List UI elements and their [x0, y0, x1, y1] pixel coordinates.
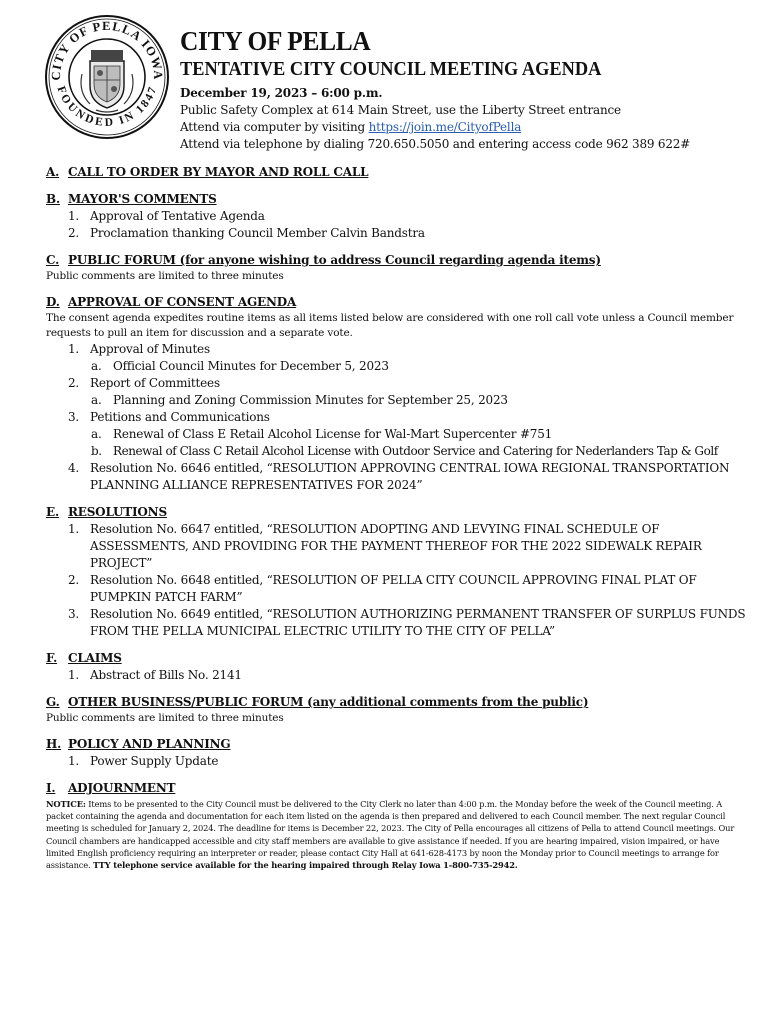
item-text: Resolution No. 6648 entitled, “RESOLUTION OF PELLA CITY COUNCIL APPROVING FINAL PLAT OF PUMPKIN PATCH FARM”: [90, 573, 697, 604]
item-number: 3.: [68, 607, 80, 621]
section-title: CALL TO ORDER BY MAYOR AND ROLL CALL: [68, 165, 369, 179]
list-item: [46, 606, 746, 640]
meeting-date: December 19, 2023 – 6:00 p.m.: [180, 86, 383, 100]
section-note: Public comments are limited to three minutes: [46, 270, 284, 282]
item-text: Resolution No. 6647 entitled, “RESOLUTION ADOPTING AND LEVYING FINAL SCHEDULE OF ASSESSMENTS, AND PROVIDING FOR THE PAYMENT THEREOF FOR THE 2022 SIDEWALK REPAIR PROJECT”: [90, 522, 702, 570]
item-number: 4.: [68, 461, 80, 475]
notice-label: NOTICE:: [46, 799, 86, 809]
sub-item: [46, 392, 746, 409]
agenda-body: [46, 164, 746, 881]
item-text: Resolution No. 6646 entitled, “RESOLUTION APPROVING CENTRAL IOWA REGIONAL TRANSPORTATION PLANNING ALLIANCE REPRESENTATIVES FOR 2024”: [90, 461, 730, 492]
sub-item: [46, 443, 746, 460]
section-title: APPROVAL OF CONSENT AGENDA: [68, 295, 297, 309]
seal-ring-bottom-text: FOUNDED IN 1847: [54, 84, 160, 130]
computer-attendance: [180, 119, 755, 136]
section-b: [46, 191, 746, 242]
section-note: Public comments are limited to three minutes: [46, 712, 284, 724]
list-item: [46, 753, 746, 770]
section-f: [46, 650, 746, 684]
sub-item-letter: a.: [91, 359, 102, 373]
agenda-header: [180, 26, 755, 153]
section-c: [46, 252, 746, 284]
item-number: 1.: [68, 668, 80, 682]
item-number: 1.: [68, 342, 80, 356]
city-name-title: CITY OF PELLA: [180, 26, 371, 56]
list-item: [46, 375, 746, 392]
section-title: ADJOURNMENT: [68, 781, 176, 795]
tty-service-text: TTY telephone service available for the hearing impaired through Relay Iowa 1-800-735-2942.: [93, 860, 518, 871]
list-item: [46, 225, 746, 242]
item-text: Proclamation thanking Council Member Calvin Bandstra: [90, 226, 425, 240]
section-g: [46, 694, 746, 726]
list-item: [46, 667, 746, 684]
section-letter: C.: [46, 253, 60, 267]
sub-item-letter: a.: [91, 427, 102, 441]
sub-item-letter: a.: [91, 393, 102, 407]
notice-text: Items to be presented to the City Council must be delivered to the City Clerk no later than 4:00 p.m. the Monday before the week of the Council meeting. A packet containing the agenda and documentation for each item listed on the agenda is then prepared and delivered to each Council member. The next regular Council meeting is scheduled for January 2, 2024. The deadline for items is December 22, 2023. The City of Pella encourages all citizens of Pella to attend Council meetings. Our Council chambers are handicapped accessible and city staff members are available to give assistance if needed. If you are hearing impaired, vision impaired, or have limited English proficiency requiring an interpreter or reader, please contact City Hall at 641-628-4173 by noon the Monday prior to Council meetings to arrange for assistance.: [46, 799, 735, 871]
section-d: [46, 294, 746, 494]
telephone-attendance: Attend via telephone by dialing 720.650.5050 and entering access code 962 389 622#: [180, 137, 691, 151]
notice-paragraph: [46, 798, 746, 871]
list-item: [46, 208, 746, 225]
section-letter: A.: [46, 165, 60, 179]
section-title: MAYOR'S COMMENTS: [68, 192, 217, 206]
item-text: Petitions and Communications: [90, 410, 270, 424]
city-seal-logo: [44, 14, 170, 140]
sub-item-letter: b.: [91, 444, 102, 458]
item-number: 1.: [68, 754, 80, 768]
join-me-link[interactable]: https://join.me/CityofPella: [368, 120, 522, 134]
list-item: [46, 460, 746, 494]
list-item: [46, 409, 746, 426]
section-title: CLAIMS: [68, 651, 122, 665]
sub-item-text: Renewal of Class E Retail Alcohol License for Wal-Mart Supercenter #751: [113, 427, 553, 441]
item-number: 1.: [68, 209, 80, 223]
item-number: 3.: [68, 410, 80, 424]
section-h: [46, 736, 746, 770]
meeting-location: Public Safety Complex at 614 Main Street, use the Liberty Street entrance: [180, 103, 621, 117]
list-item: [46, 341, 746, 358]
sub-item: [46, 358, 746, 375]
section-title: OTHER BUSINESS/PUBLIC FORUM (any additional comments from the public): [68, 695, 589, 709]
item-number: 1.: [68, 522, 80, 536]
section-letter: I.: [46, 781, 56, 795]
section-title: RESOLUTIONS: [68, 505, 167, 519]
sub-item: [46, 426, 746, 443]
agenda-title: TENTATIVE CITY COUNCIL MEETING AGENDA: [180, 59, 602, 80]
section-letter: B.: [46, 192, 60, 206]
computer-attendance-text: Attend via computer by visiting: [180, 120, 369, 134]
item-text: Power Supply Update: [90, 754, 219, 768]
list-item: [46, 521, 746, 572]
list-item: [46, 572, 746, 606]
section-letter: G.: [46, 695, 60, 709]
item-text: Resolution No. 6649 entitled, “RESOLUTION AUTHORIZING PERMANENT TRANSFER OF SURPLUS FUNDS FROM THE PELLA MUNICIPAL ELECTRIC UTILITY TO THE CITY OF PELLA”: [90, 607, 746, 638]
item-number: 2.: [68, 376, 80, 390]
section-i: [46, 780, 746, 871]
section-letter: H.: [46, 737, 62, 751]
item-number: 2.: [68, 226, 80, 240]
section-e: [46, 504, 746, 640]
seal-ring-top-text: CITY OF PELLA IOWA: [48, 18, 166, 81]
section-a: [46, 164, 746, 181]
item-text: Report of Committees: [90, 376, 220, 390]
section-title: PUBLIC FORUM (for anyone wishing to address Council regarding agenda items): [68, 253, 601, 267]
section-letter: D.: [46, 295, 60, 309]
section-letter: F.: [46, 651, 58, 665]
seal-shield-icon: [81, 50, 133, 112]
section-title: POLICY AND PLANNING: [68, 737, 231, 751]
item-text: Approval of Minutes: [90, 342, 210, 356]
sub-item-text: Renewal of Class C Retail Alcohol License with Outdoor Service and Catering for Nederlanders Tap & Golf: [113, 444, 718, 458]
sub-item-text: Official Council Minutes for December 5, 2023: [113, 359, 389, 373]
item-text: Approval of Tentative Agenda: [90, 209, 265, 223]
item-text: Abstract of Bills No. 2141: [90, 668, 242, 682]
section-note: The consent agenda expedites routine items as all items listed below are considered with one roll call vote unless a Council member requests to pull an item for discussion and a separate vote.: [46, 312, 734, 339]
sub-item-text: Planning and Zoning Commission Minutes for September 25, 2023: [113, 393, 508, 407]
section-letter: E.: [46, 505, 59, 519]
item-number: 2.: [68, 573, 80, 587]
